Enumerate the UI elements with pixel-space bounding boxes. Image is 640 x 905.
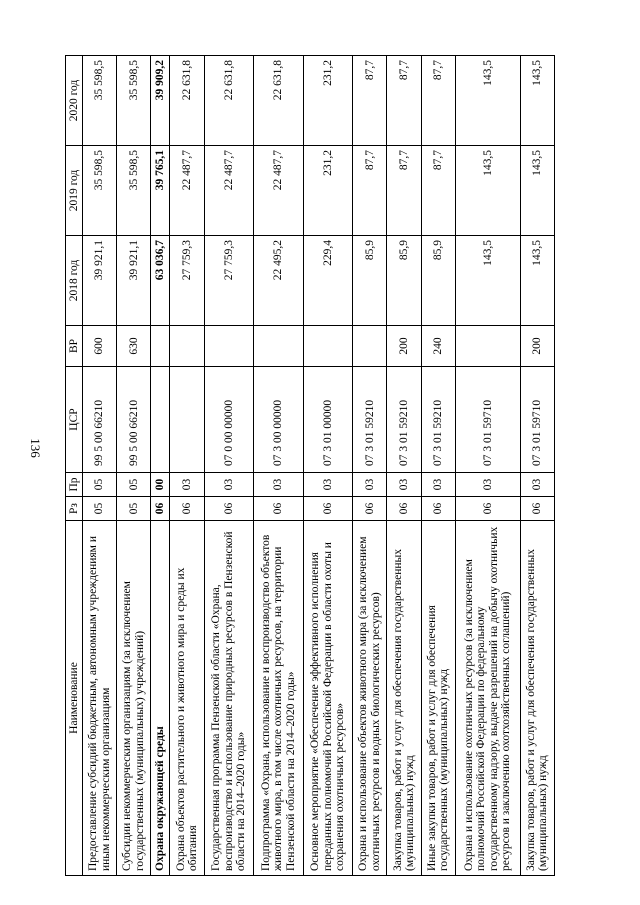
cell-y2018: 63 036,7 [151,236,170,326]
cell-csr: 07 3 01 59210 [353,367,387,473]
cell-name: Охрана объектов растительного и животного мира и среды их обитания [170,521,204,876]
header-name: Наименование [66,521,83,876]
cell-pr: 03 [170,473,204,497]
cell-y2018: 27 759,3 [204,236,254,326]
cell-y2019: 22 487,7 [170,146,204,236]
cell-vr: 600 [83,326,117,367]
table-row [353,56,387,876]
cell-y2020: 143,5 [520,56,554,146]
cell-rz: 06 [254,497,304,521]
cell-y2018: 143,5 [455,236,520,326]
cell-vr: 240 [421,326,455,367]
cell-y2019: 87,7 [353,146,387,236]
cell-rz: 06 [387,497,421,521]
cell-csr [151,367,170,473]
cell-y2019: 22 487,7 [204,146,254,236]
cell-name: Закупка товаров, работ и услуг для обеспечения государственных (муниципальных) нужд [387,521,421,876]
cell-csr: 07 3 01 00000 [303,367,353,473]
cell-vr: 200 [387,326,421,367]
cell-csr: 99 5 00 66210 [83,367,117,473]
cell-y2020: 87,7 [421,56,455,146]
header-pr: Пр [66,473,83,497]
cell-rz: 06 [170,497,204,521]
cell-y2018: 85,9 [387,236,421,326]
cell-y2019: 231,2 [303,146,353,236]
cell-y2018: 143,5 [520,236,554,326]
cell-y2019: 35 598,5 [83,146,117,236]
cell-y2018: 39 921,1 [83,236,117,326]
cell-pr: 03 [303,473,353,497]
cell-name: Закупка товаров, работ и услуг для обеспечения государственных (муниципальных) нужд [520,521,554,876]
cell-y2018: 85,9 [353,236,387,326]
cell-pr: 03 [421,473,455,497]
cell-y2019: 143,5 [455,146,520,236]
cell-y2020: 143,5 [455,56,520,146]
cell-csr [170,367,204,473]
cell-pr: 03 [353,473,387,497]
cell-vr [204,326,254,367]
cell-y2020: 87,7 [353,56,387,146]
cell-y2019: 87,7 [421,146,455,236]
cell-csr: 07 3 00 00000 [254,367,304,473]
table-row [151,56,170,876]
cell-name: Государственная программа Пензенской области «Охрана, воспроизводство и использование природных ресурсов в Пензенской области на 2014–2020 годы» [204,521,254,876]
cell-csr: 99 5 00 66210 [117,367,151,473]
cell-pr: 03 [387,473,421,497]
header-2020: 2020 год [66,56,83,146]
cell-vr [455,326,520,367]
cell-pr: 03 [254,473,304,497]
cell-vr [303,326,353,367]
cell-name: Субсидии некоммерческим организациям (за исключением государственных (муниципальных) учреждений) [117,521,151,876]
cell-rz: 06 [520,497,554,521]
cell-y2020: 35 598,5 [83,56,117,146]
cell-y2018: 39 921,1 [117,236,151,326]
cell-y2018: 27 759,3 [170,236,204,326]
table-row [303,56,353,876]
cell-y2020: 39 909,2 [151,56,170,146]
cell-pr: 03 [204,473,254,497]
cell-rz: 06 [353,497,387,521]
cell-vr: 630 [117,326,151,367]
header-vr: ВР [66,326,83,367]
cell-csr: 07 3 01 59710 [520,367,554,473]
cell-pr: 05 [83,473,117,497]
header-2019: 2019 год [66,146,83,236]
cell-rz: 06 [421,497,455,521]
cell-y2019: 39 765,1 [151,146,170,236]
cell-rz: 05 [117,497,151,521]
cell-csr: 07 3 01 59210 [421,367,455,473]
cell-rz: 06 [303,497,353,521]
cell-vr [254,326,304,367]
cell-y2019: 22 487,7 [254,146,304,236]
table-row [83,56,117,876]
cell-name: Охрана и использование объектов животного мира (за исключением охотничьих ресурсов и водных биологических ресурсов) [353,521,387,876]
cell-pr: 00 [151,473,170,497]
header-2018: 2018 год [66,236,83,326]
table-row [387,56,421,876]
table-row [520,56,554,876]
cell-y2020: 35 598,5 [117,56,151,146]
cell-y2020: 22 631,8 [170,56,204,146]
cell-csr: 07 3 01 59210 [387,367,421,473]
header-csr: ЦСР [66,367,83,473]
cell-vr [151,326,170,367]
cell-vr [353,326,387,367]
table-row [204,56,254,876]
cell-name: Охрана окружающей среды [151,521,170,876]
table-row [421,56,455,876]
cell-y2020: 87,7 [387,56,421,146]
table-row [117,56,151,876]
cell-y2019: 143,5 [520,146,554,236]
cell-vr [170,326,204,367]
page-number: 136 [28,438,43,458]
cell-y2020: 22 631,8 [204,56,254,146]
cell-csr: 07 3 01 59710 [455,367,520,473]
cell-rz: 05 [83,497,117,521]
table-row [455,56,520,876]
cell-rz: 06 [151,497,170,521]
cell-rz: 06 [455,497,520,521]
cell-y2018: 22 495,2 [254,236,304,326]
table-row [254,56,304,876]
rotated-table-container [65,56,555,876]
cell-y2018: 229,4 [303,236,353,326]
cell-y2019: 87,7 [387,146,421,236]
cell-vr: 200 [520,326,554,367]
budget-table [65,55,555,876]
header-rz: Рз [66,497,83,521]
cell-y2019: 35 598,5 [117,146,151,236]
header-row [66,56,83,876]
cell-csr: 07 0 00 00000 [204,367,254,473]
cell-pr: 05 [117,473,151,497]
cell-name: Предоставление субсидий бюджетным, автономным учреждениям и иным некоммерческим организациям [83,521,117,876]
table-row [170,56,204,876]
cell-rz: 06 [204,497,254,521]
cell-y2020: 22 631,8 [254,56,304,146]
cell-name: Охрана и использование охотничьих ресурсов (за исключением полномочий Российской Федерации по федеральному государственному надзору, выдаче разрешений на добычу охотничьих ресурсов и заключению охотхозяйственных соглашений) [455,521,520,876]
cell-y2020: 231,2 [303,56,353,146]
cell-name: Подпрограмма «Охрана, использование и воспроизводство объектов животного мира, в том числе охотничьих ресурсов, на территории Пензенской области на 2014–2020 годы» [254,521,304,876]
cell-pr: 03 [455,473,520,497]
cell-name: Иные закупки товаров, работ и услуг для обеспечения государственных (муниципальных) нужд [421,521,455,876]
cell-pr: 03 [520,473,554,497]
cell-name: Основное мероприятие «Обеспечение эффективного исполнения переданных полномочий Российской Федерации в области охоты и сохранения охотничьих ресурсов» [303,521,353,876]
cell-y2018: 85,9 [421,236,455,326]
